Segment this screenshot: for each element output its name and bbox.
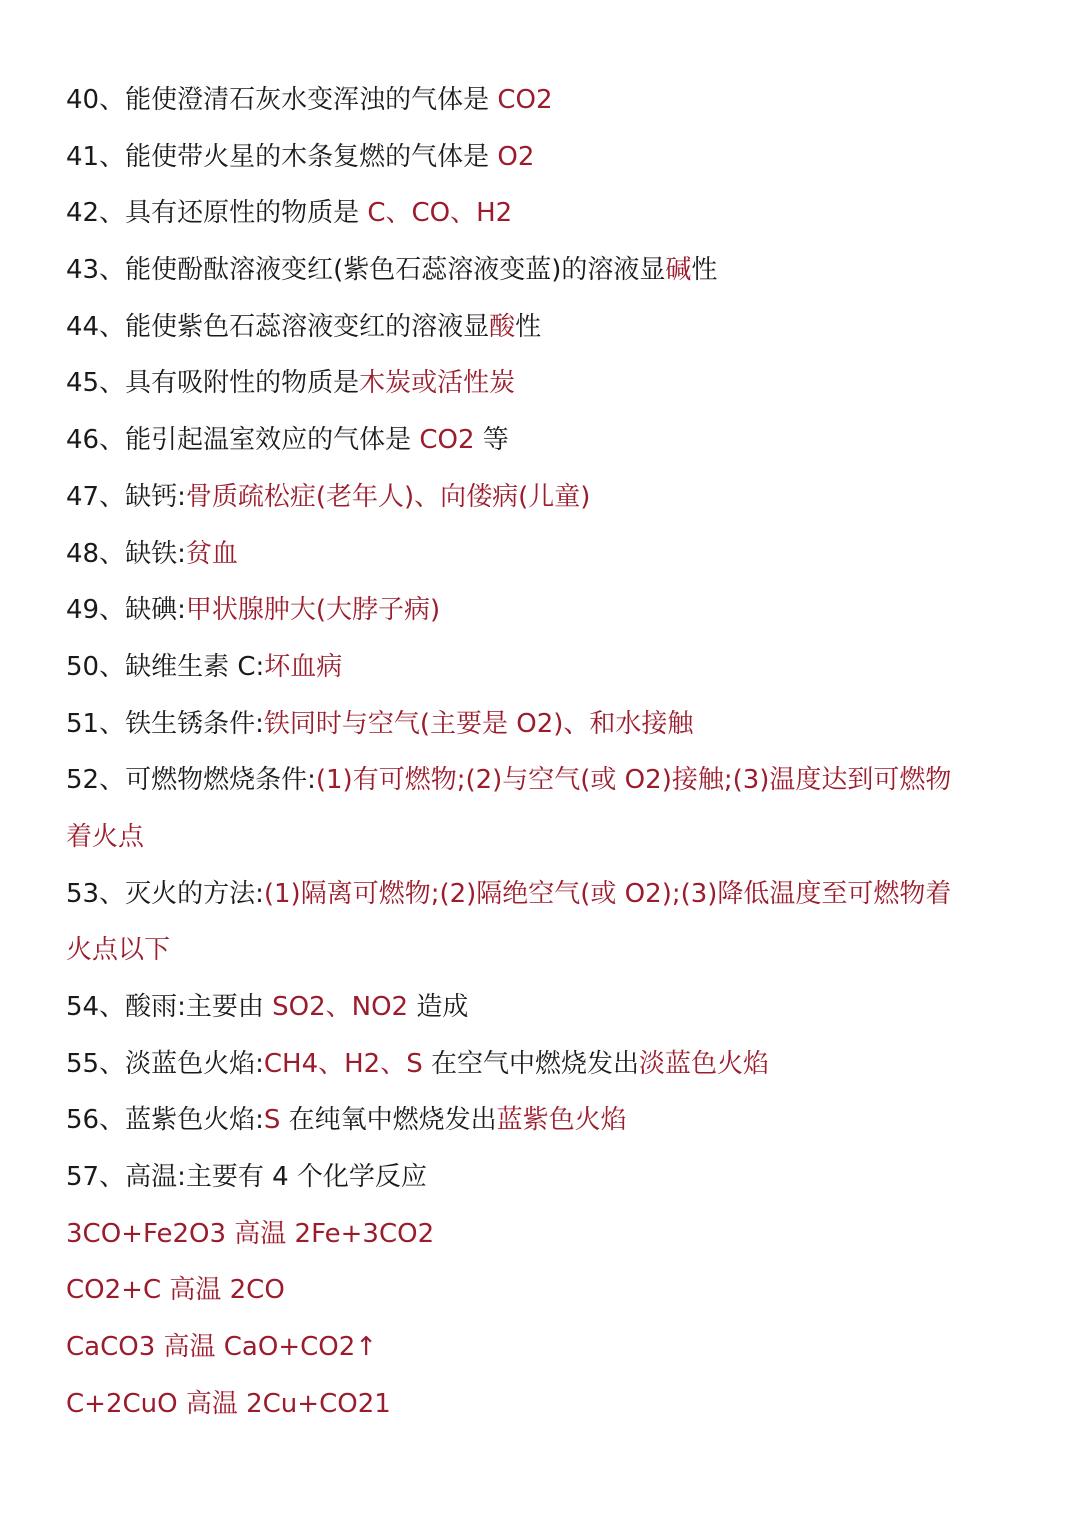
body-text: 44、能使紫色石蕊溶液变红的溶液显 (66, 311, 490, 342)
text-line (66, 866, 1026, 923)
text-line (66, 412, 1026, 469)
body-text: 50、缺维生素 C: (66, 651, 265, 682)
body-text: 造成 (408, 992, 469, 1022)
body-text: 49、缺碘: (66, 595, 186, 626)
highlighted-text: 坏血病 (264, 651, 343, 682)
body-text: 性 (691, 255, 718, 286)
text-line (66, 752, 1026, 809)
text-line (66, 1092, 1026, 1149)
highlighted-text: O2 (497, 141, 535, 172)
highlighted-text: 碱 (665, 255, 692, 286)
highlighted-text: C、CO、H2 (367, 198, 513, 229)
highlighted-text: 甲状腺肿大(大脖子病) (185, 595, 441, 626)
highlighted-text: (1)有可燃物;(2)与空气(或 O2)接触;(3)温度达到可燃物 (315, 765, 952, 796)
text-line (66, 696, 1026, 753)
body-text: 45、具有吸附性的物质是 (66, 368, 360, 399)
body-text: 52、可燃物燃烧条件: (66, 765, 316, 796)
highlighted-text: SO2、NO2 (272, 992, 409, 1022)
text-line (66, 469, 1026, 526)
text-line (66, 1262, 1026, 1319)
text-line (66, 526, 1026, 583)
body-text: 57、高温:主要有 4 个化学反应 (66, 1162, 427, 1193)
body-text: 46、能引起温室效应的气体是 (66, 425, 420, 456)
highlighted-text: 火点以下 (66, 935, 171, 966)
body-text: 性 (515, 311, 542, 342)
text-line (66, 809, 1026, 866)
highlighted-text: 木炭或活性炭 (359, 368, 516, 399)
highlighted-text: 蓝紫色火焰 (496, 1105, 627, 1136)
text-line (66, 185, 1026, 242)
body-text: 54、酸雨:主要由 (66, 992, 273, 1022)
text-line (66, 72, 1026, 129)
highlighted-text: 着火点 (66, 821, 145, 852)
highlighted-text: CaCO3 高温 CaO+CO2↑ (66, 1332, 378, 1363)
highlighted-text: C+2CuO 高温 2Cu+CO21 (66, 1388, 391, 1419)
highlighted-text: 骨质疏松症(老年人)、向偻病(儿童) (185, 481, 591, 512)
text-line (66, 1206, 1026, 1263)
body-text: 40、能使澄清石灰水变浑浊的气体是 (66, 85, 498, 115)
text-line (66, 299, 1026, 356)
text-line (66, 1036, 1026, 1093)
highlighted-text: CO2 (497, 85, 553, 115)
body-text: 在纯氧中燃烧发出 (280, 1105, 497, 1136)
highlighted-text: (1)隔离可燃物;(2)隔绝空气(或 O2);(3)降低温度至可燃物着 (263, 878, 952, 909)
text-line (66, 355, 1026, 412)
body-text: 55、淡蓝色火焰: (66, 1048, 264, 1079)
highlighted-text: S (263, 1105, 281, 1136)
highlighted-text: 贫血 (185, 538, 238, 569)
highlighted-text: 酸 (489, 311, 516, 342)
text-line (66, 639, 1026, 696)
highlighted-text: 铁同时与空气(主要是 O2)、和水接触 (263, 708, 694, 739)
body-text: 41、能使带火星的木条复燃的气体是 (66, 141, 498, 172)
highlighted-text: CH4、H2、S (263, 1048, 423, 1079)
body-text: 51、铁生锈条件: (66, 708, 264, 739)
body-text: 56、蓝紫色火焰: (66, 1105, 264, 1136)
body-text: 等 (474, 425, 509, 456)
body-text: 在空气中燃烧发出 (422, 1048, 639, 1079)
text-line (66, 129, 1026, 186)
text-line (66, 1149, 1026, 1206)
highlighted-text: 淡蓝色火焰 (638, 1048, 769, 1079)
body-text: 47、缺钙: (66, 481, 186, 512)
text-line (66, 1376, 1026, 1433)
text-line (66, 979, 1026, 1036)
highlighted-text: CO2+C 高温 2CO (66, 1275, 285, 1306)
text-line (66, 922, 1026, 979)
body-text: 42、具有还原性的物质是 (66, 198, 368, 229)
highlighted-text: 3CO+Fe2O3 高温 2Fe+3CO2 (66, 1218, 435, 1249)
body-text: 53、灭火的方法: (66, 878, 264, 909)
text-line (66, 1319, 1026, 1376)
body-text: 43、能使酚酞溶液变红(紫色石蕊溶液变蓝)的溶液显 (66, 255, 666, 286)
highlighted-text: CO2 (419, 425, 475, 456)
body-text: 48、缺铁: (66, 538, 186, 569)
text-line (66, 582, 1026, 639)
text-lines (66, 72, 1026, 1433)
text-line (66, 242, 1026, 299)
